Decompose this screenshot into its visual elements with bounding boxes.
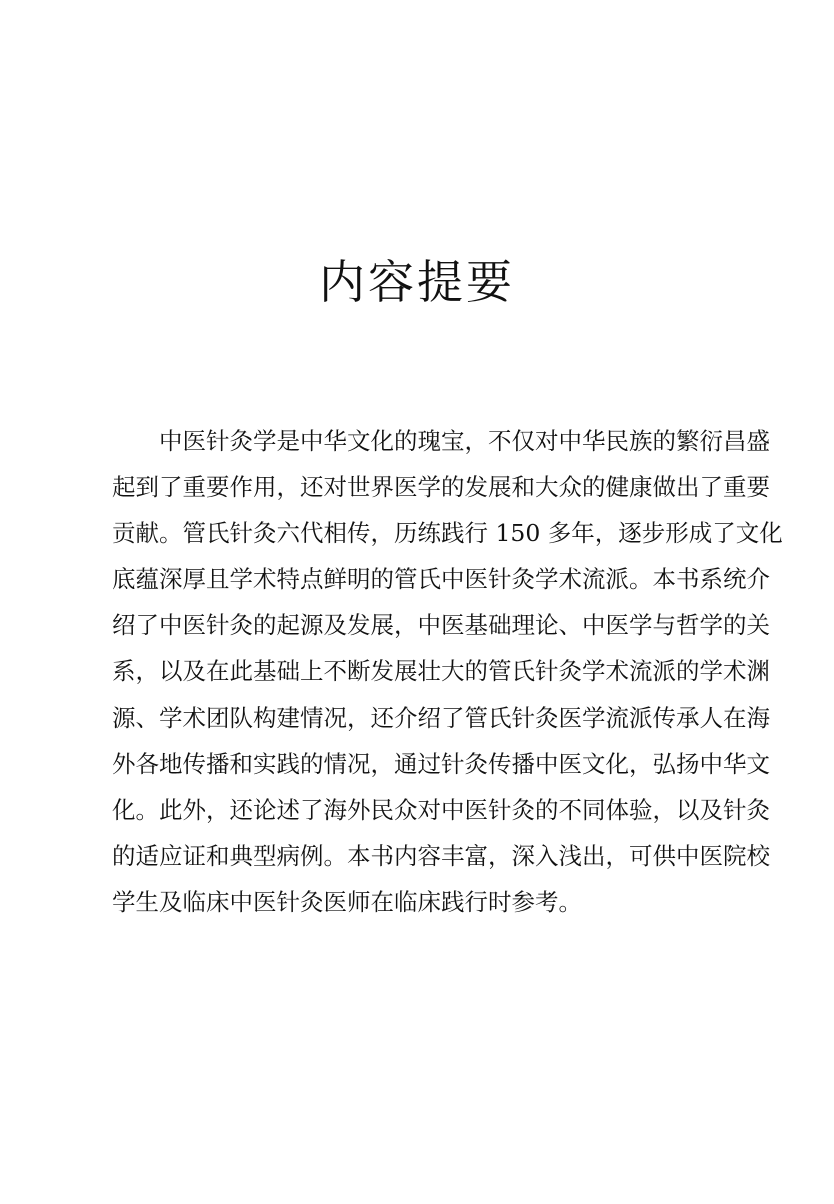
paragraph-line: 化。此外，还论述了海外民众对中医针灸的不同体验，以及针灸 <box>112 795 770 824</box>
paragraph-line: 的适应证和典型病例。本书内容丰富，深入浅出，可供中医院校 <box>112 841 770 870</box>
paragraph-line: 学生及临床中医针灸医师在临床践行时参考。 <box>112 887 582 916</box>
paragraph-line: 底蕴深厚且学术特点鲜明的管氏中医针灸学术流派。本书系统介 <box>112 565 770 594</box>
paragraph-line: 外各地传播和实践的情况，通过针灸传播中医文化，弘扬中华文 <box>112 749 770 778</box>
paragraph-line: 中医针灸学是中华文化的瑰宝，不仅对中华民族的繁衍昌盛 <box>159 427 770 455</box>
paragraph-line: 源、学术团队构建情况，还介绍了管氏针灸医学流派传承人在海 <box>112 703 770 732</box>
page-title: 内容提要 <box>319 255 515 309</box>
paragraph-line: 贡献。管氏针灸六代相传，历练践行 150 多年，逐步形成了文化 <box>112 519 783 548</box>
paragraph-line: 系，以及在此基础上不断发展壮大的管氏针灸学术流派的学术渊 <box>112 657 770 686</box>
paragraph-line: 绍了中医针灸的起源及发展，中医基础理论、中医学与哲学的关 <box>112 611 770 640</box>
paragraph-line: 起到了重要作用，还对世界医学的发展和大众的健康做出了重要 <box>112 473 770 502</box>
summary-paragraph <box>112 418 783 925</box>
